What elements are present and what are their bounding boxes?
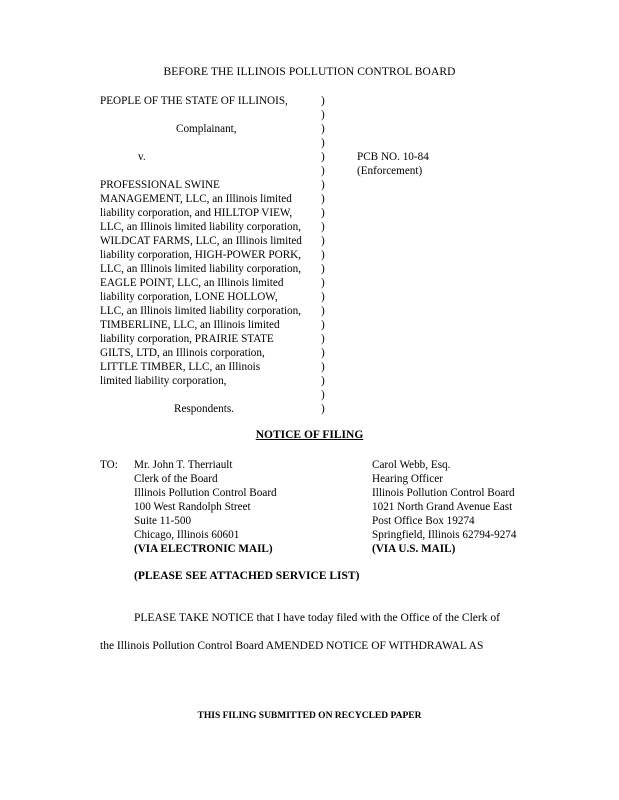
paren: ) (321, 109, 325, 121)
recipient-line: Illinois Pollution Control Board (372, 487, 515, 499)
recipient-line: Springfield, Illinois 62794-9274 (372, 529, 517, 541)
paren: ) (321, 305, 325, 317)
caption-line: limited liability corporation, (100, 375, 227, 387)
caption-line: v. (138, 151, 146, 163)
caption-line (100, 136, 302, 150)
caption-paren-column (321, 94, 325, 416)
recycled-paper-footer: THIS FILING SUBMITTED ON RECYCLED PAPER (197, 711, 422, 721)
recipient-line: Mr. John T. Therriault (134, 459, 233, 471)
paren: ) (321, 333, 325, 345)
notice-heading-text: NOTICE OF FILING (255, 429, 364, 441)
body-paragraph-line: the Illinois Pollution Control Board AMENDED NOTICE OF WITHDRAWAL AS (100, 640, 484, 652)
caption-line: LLC, an Illinois limited liability corporation, (100, 305, 302, 317)
caption-line: MANAGEMENT, LLC, an Illinois limited (100, 193, 292, 205)
caption-line: Respondents. (174, 403, 234, 415)
caption-line (100, 388, 302, 402)
service-list-note: (PLEASE SEE ATTACHED SERVICE LIST) (134, 570, 360, 582)
paren: ) (321, 165, 325, 177)
pcb-number: PCB NO. 10-84 (357, 151, 429, 163)
paren: ) (321, 137, 325, 149)
recipient-line: Clerk of the Board (134, 473, 218, 485)
paren: ) (321, 249, 325, 261)
paren: ) (321, 179, 325, 191)
recipient-line: Carol Webb, Esq. (372, 459, 451, 471)
case-number-block (357, 150, 429, 178)
recipient-line: Suite 11-500 (134, 515, 192, 527)
paren: ) (321, 277, 325, 289)
paren: ) (321, 375, 325, 387)
caption-line: WILDCAT FARMS, LLC, an Illinois limited (100, 235, 302, 247)
body-paragraph-line: PLEASE TAKE NOTICE that I have today filed with the Office of the Clerk of (134, 612, 500, 624)
recipient-line: Hearing Officer (372, 473, 443, 485)
paren: ) (321, 151, 325, 163)
enforcement-label: (Enforcement) (357, 165, 423, 177)
caption-line: LLC, an Illinois limited liability corporation, (100, 221, 302, 233)
recipient-line: 1021 North Grand Avenue East (372, 501, 513, 513)
notice-heading (0, 429, 619, 441)
caption-line: EAGLE POINT, LLC, an Illinois limited (100, 277, 284, 289)
caption-parties (100, 94, 302, 416)
caption-line: TIMBERLINE, LLC, an Illinois limited (100, 319, 280, 331)
caption-line: GILTS, LTD, an Illinois corporation, (100, 347, 265, 359)
paren: ) (321, 403, 325, 415)
paren: ) (321, 95, 325, 107)
caption-line: Complainant, (176, 123, 237, 135)
paren: ) (321, 193, 325, 205)
recipient-right (372, 458, 517, 556)
paren: ) (321, 291, 325, 303)
paren: ) (321, 389, 325, 401)
recipient-line: 100 West Randolph Street (134, 501, 251, 513)
recipient-left (134, 458, 277, 556)
caption-line: liability corporation, and HILLTOP VIEW, (100, 207, 293, 219)
paren: ) (321, 221, 325, 233)
paren: ) (321, 207, 325, 219)
board-title: BEFORE THE ILLINOIS POLLUTION CONTROL BOARD (163, 66, 456, 78)
delivery-method: (VIA U.S. MAIL) (372, 543, 456, 555)
recipient-line: Post Office Box 19274 (372, 515, 475, 527)
caption-line (100, 164, 302, 178)
paren: ) (321, 123, 325, 135)
paren: ) (321, 347, 325, 359)
paren: ) (321, 361, 325, 373)
delivery-method: (VIA ELECTRONIC MAIL) (134, 543, 273, 555)
caption-line: PEOPLE OF THE STATE OF ILLINOIS, (100, 95, 288, 107)
paren: ) (321, 319, 325, 331)
caption-line: PROFESSIONAL SWINE (100, 179, 220, 191)
paren: ) (321, 263, 325, 275)
caption-line: LLC, an Illinois limited liability corporation, (100, 263, 302, 275)
caption-line: LITTLE TIMBER, LLC, an Illinois (100, 361, 261, 373)
caption-line: liability corporation, HIGH-POWER PORK, (100, 249, 302, 261)
caption-line: liability corporation, PRAIRIE STATE (100, 333, 274, 345)
caption-line: liability corporation, LONE HOLLOW, (100, 291, 278, 303)
paren: ) (321, 235, 325, 247)
caption-line (100, 108, 302, 122)
recipient-line: Chicago, Illinois 60601 (134, 529, 240, 541)
to-label: TO: (100, 459, 118, 471)
recipient-line: Illinois Pollution Control Board (134, 487, 277, 499)
